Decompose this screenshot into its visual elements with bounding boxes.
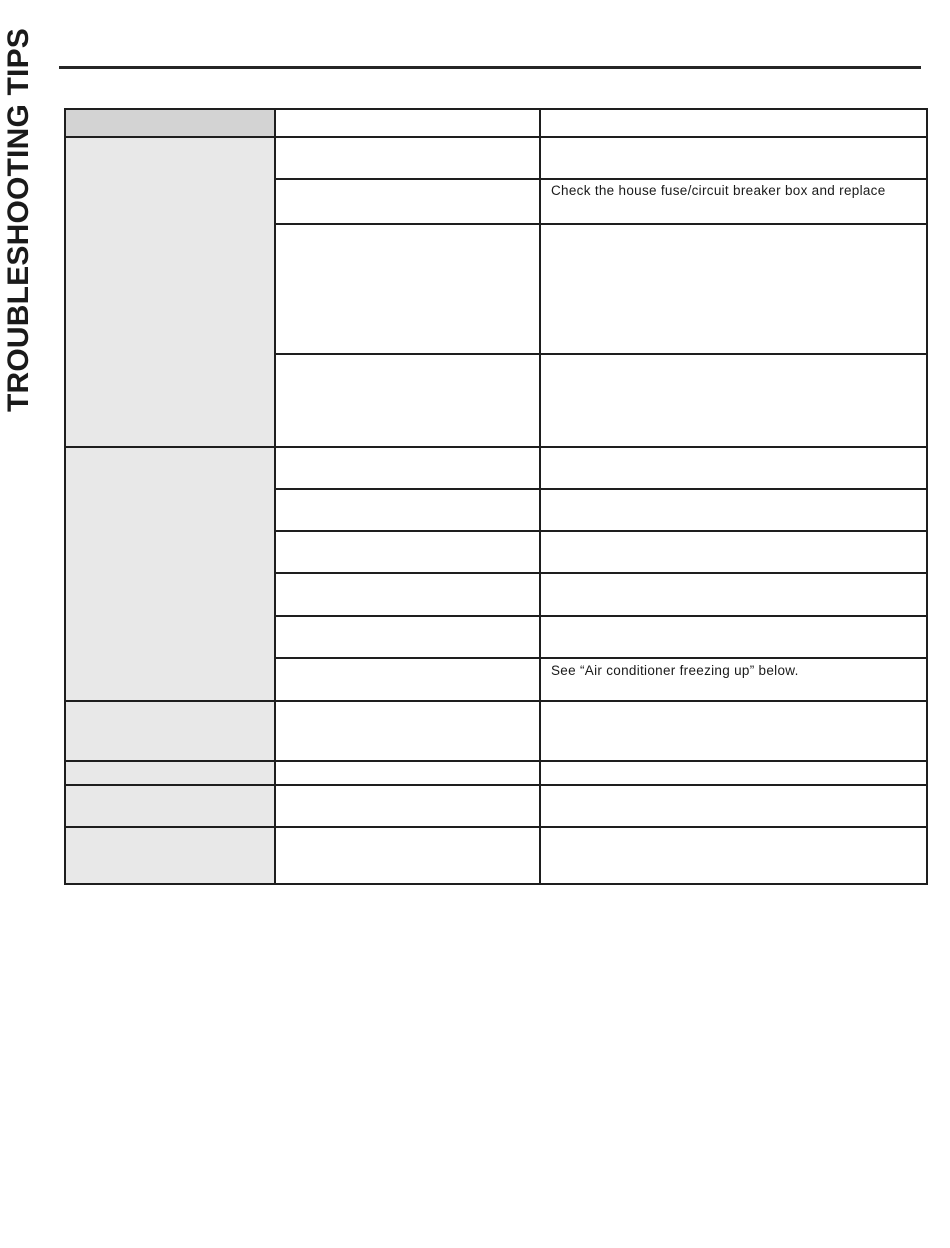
table-row <box>276 490 926 530</box>
column-divider <box>539 110 541 883</box>
header-causes-cell <box>276 110 539 136</box>
row-divider <box>66 136 926 138</box>
table-row <box>276 574 926 615</box>
table-row <box>276 702 926 760</box>
row-divider <box>274 178 926 180</box>
problem-cell <box>66 762 274 784</box>
header-problem-cell <box>66 110 274 136</box>
row-divider <box>274 657 926 659</box>
table-row <box>276 828 926 883</box>
table-row <box>276 225 926 353</box>
problem-cell <box>66 138 274 448</box>
row-divider <box>66 760 926 762</box>
side-title-text: TROUBLESHOOTING TIPS <box>2 28 35 413</box>
side-title <box>4 28 34 448</box>
table-row <box>276 786 926 826</box>
row-divider <box>66 826 926 828</box>
row-divider <box>274 572 926 574</box>
problem-cell <box>66 786 274 826</box>
header-action-cell <box>541 110 926 136</box>
problem-cell <box>66 448 274 700</box>
action-text: See “Air conditioner freezing up” below. <box>551 663 799 678</box>
table-row <box>276 659 926 700</box>
header-rule <box>59 66 921 69</box>
row-divider <box>274 353 926 355</box>
row-divider <box>274 488 926 490</box>
row-divider <box>66 700 926 702</box>
row-divider <box>274 223 926 225</box>
table-row <box>276 448 926 488</box>
table-row <box>276 180 926 223</box>
action-text: Check the house fuse/circuit breaker box and replace <box>551 183 886 198</box>
problem-cell <box>66 828 274 883</box>
row-divider <box>66 446 926 448</box>
troubleshooting-table <box>64 108 928 885</box>
row-divider <box>274 615 926 617</box>
table-row <box>276 617 926 657</box>
table-row <box>276 355 926 446</box>
row-divider <box>66 784 926 786</box>
table-row <box>276 532 926 572</box>
table-row <box>276 762 926 784</box>
row-divider <box>274 530 926 532</box>
problem-cell <box>66 702 274 760</box>
table-row <box>276 138 926 178</box>
column-divider <box>274 110 276 883</box>
